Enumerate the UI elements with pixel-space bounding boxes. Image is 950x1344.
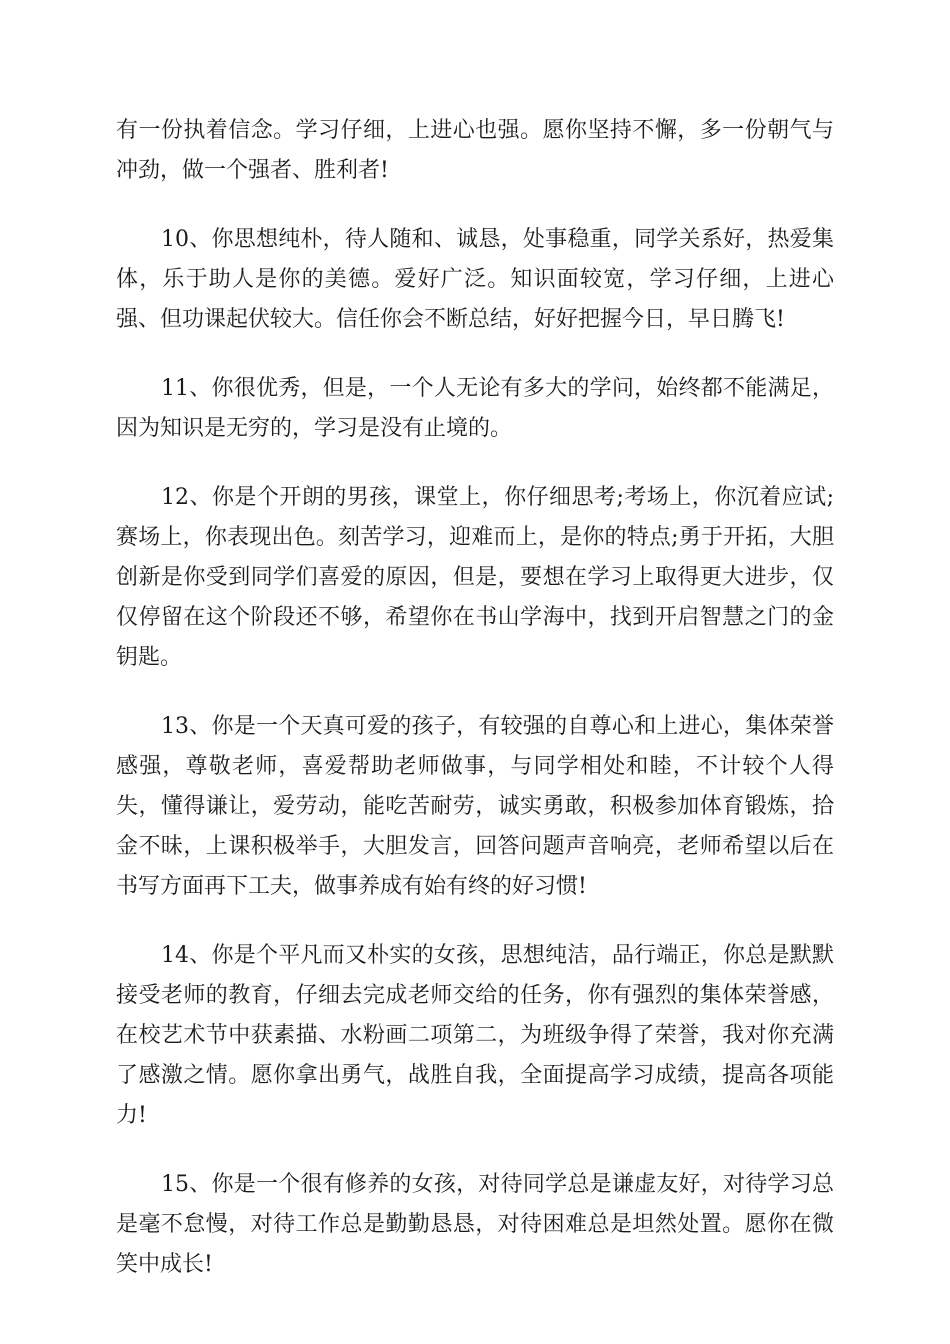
paragraph-15: 15、你是一个很有修养的女孩，对待同学总是谦虚友好，对待学习总是毫不怠慢，对待工作总是勤勤恳恳，对待困难总是坦然处置。愿你在微笑中成长! xyxy=(116,1172,834,1277)
paragraph-11: 11、你很优秀，但是，一个人无论有多大的学问，始终都不能满足，因为知识是无穷的，学习是没有止境的。 xyxy=(116,376,834,441)
paragraph-12: 12、你是个开朗的男孩，课堂上，你仔细思考;考场上，你沉着应试;赛场上，你表现出色。刻苦学习，迎难而上，是你的特点;勇于开拓，大胆创新是你受到同学们喜爱的原因，但是，要想在学习上取得更大进步，仅仅停留在这个阶段还不够，希望你在书山学海中，找到开启智慧之门的金钥匙。 xyxy=(116,485,834,670)
paragraph-13: 13、你是一个天真可爱的孩子，有较强的自尊心和上进心，集体荣誉感强，尊敬老师，喜爱帮助老师做事，与同学相处和睦，不计较个人得失，懂得谦让，爱劳动，能吃苦耐劳，诚实勇敢，积极参加体育锻炼，拾金不昧，上课积极举手，大胆发言，回答问题声音响亮，老师希望以后在书写方面再下工夫，做事养成有始有终的好习惯! xyxy=(116,714,834,899)
paragraph-14: 14、你是个平凡而又朴实的女孩，思想纯洁，品行端正，你总是默默接受老师的教育，仔细去完成老师交给的任务，你有强烈的集体荣誉感，在校艺术节中获素描、水粉画二项第二，为班级争得了荣誉，我对你充满了感激之情。愿你拿出勇气，战胜自我，全面提高学习成绩，提高各项能力! xyxy=(116,943,834,1128)
paragraph-10: 10、你思想纯朴，待人随和、诚恳，处事稳重，同学关系好，热爱集体，乐于助人是你的美德。爱好广泛。知识面较宽，学习仔细，上进心强、但功课起伏较大。信任你会不断总结，好好把握今日，早日腾飞! xyxy=(116,227,834,332)
paragraph-continued: 有一份执着信念。学习仔细，上进心也强。愿你坚持不懈，多一份朝气与冲劲，做一个强者、胜利者! xyxy=(116,118,834,183)
document-body xyxy=(116,111,834,1314)
